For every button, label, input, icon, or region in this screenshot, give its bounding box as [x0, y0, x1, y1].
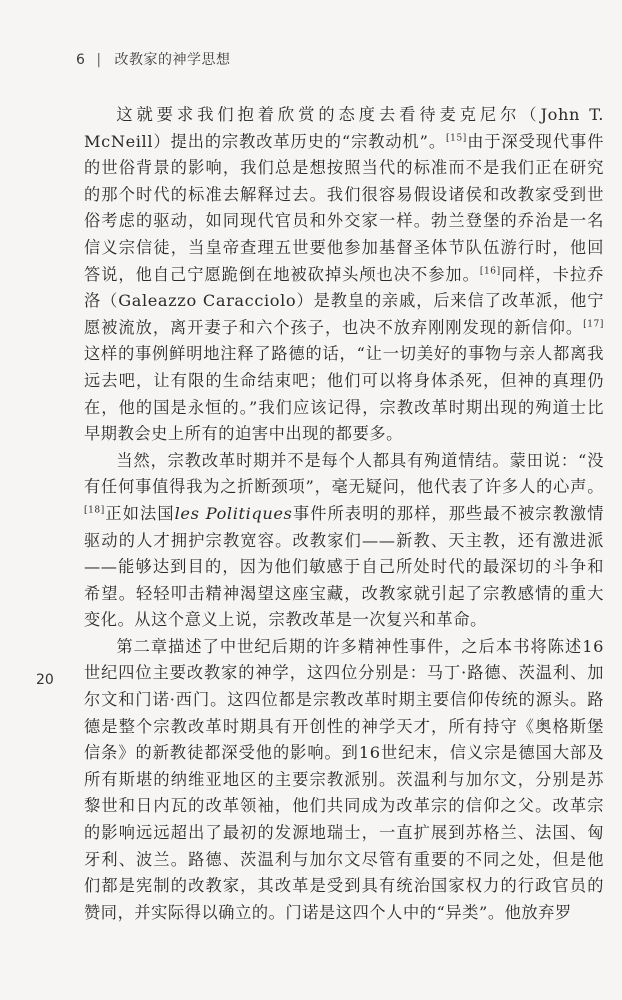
- paragraph: [84, 634, 604, 927]
- text-segment: 当然，宗教改革时期并不是每个人都具有殉道情结。蒙田说：“没有任何事值得我为之折断颈项”，毫无疑问，他代表了许多人的心声。: [84, 450, 604, 497]
- paragraph: [84, 102, 604, 448]
- italic-term: les Politiques: [174, 503, 293, 523]
- page-number: 6: [76, 52, 86, 68]
- header-separator: |: [96, 52, 102, 68]
- text-segment: 同样，卡拉乔洛（Galeazzo Caracciolo）是教皇的亲戚，后来信了改革派，他宁愿被流放，离开妻子和六个孩子，也决不放弃刚刚发现的新信仰。: [84, 264, 604, 337]
- text-segment: 这就要求我们抱着欣赏的态度去看待麦克尼尔（John T. McNeill）提出的宗教改革历史的“宗教动机”。: [84, 105, 604, 151]
- text-segment: 正如法国: [104, 503, 175, 523]
- text-segment: 由于深受现代事件的世俗背景的影响，我们总是想按照当代的标准而不是我们正在研究的那个时代的标准去解释过去。我们很容易假设诸侯和改教家受到世俗考虑的驱动，如同现代官员和外交家一样。勃兰登堡的乔治是一名信义宗信徒，当皇帝查理五世要他参加基督圣体节队伍游行时，他回答说，他自己宁愿跪倒在地被砍掉头颅也决不参加。: [84, 131, 604, 284]
- footnote-ref: [17]: [583, 319, 604, 330]
- margin-line-number: 20: [36, 672, 54, 688]
- body-text: [84, 102, 604, 926]
- text-segment: 这样的事例鲜明地注释了路德的话，“让一切美好的事物与亲人都离我远去吧，让有限的生命结束吧；他们可以将身体杀死，但神的真理仍在，他的国是永恒的。”我们应该记得，宗教改革时期出现的殉道士比早期教会史上所有的迫害中出现的都要多。: [84, 344, 604, 444]
- footnote-ref: [16]: [479, 266, 501, 277]
- text-segment: 事件所表明的那样，那些最不被宗教激情驱动的人才拥护宗教宽容。改教家们——新教、天主教，还有激进派——能够达到目的，因为他们敏感于自己所处时代的最深切的斗争和希望。轻轻叩击精神渴望这座宝藏，改教家就引起了宗教感情的重大变化。从这个意义上说，宗教改革是一次复兴和革命。: [84, 503, 604, 630]
- footnote-ref: [15]: [446, 133, 467, 144]
- text-segment: 第二章描述了中世纪后期的许多精神性事件，之后本书将陈述16世纪四位主要改教家的神学，这四位分别是：马丁·路德、茨温利、加尔文和门诺·西门。这四位都是宗教改革时期主要信仰传统的源头。路德是整个宗教改革时期具有开创性的神学天才，所有持守《奥格斯堡信条》的新教徒都深受他的影响。到16世纪末，信义宗是德国大部及所有斯堪的纳维亚地区的主要宗教派别。茨温利与加尔文，分别是苏黎世和日内瓦的改革领袖，他们共同成为改革宗的信仰之父。改革宗的影响远远超出了最初的发源地瑞士，一直扩展到苏格兰、法国、匈牙利、波兰。路德、茨温利与加尔文尽管有重要的不同之处，但是他们都是宪制的改教家，其改革是受到具有统治国家权力的行政官员的赞同，并实际得以确立的。门诺是这四个人中的“异类”。他放弃罗: [84, 636, 604, 922]
- running-head: [76, 49, 231, 69]
- paragraph: [84, 448, 604, 634]
- footnote-ref: [18]: [84, 505, 105, 516]
- book-title: 改教家的神学思想: [114, 52, 231, 68]
